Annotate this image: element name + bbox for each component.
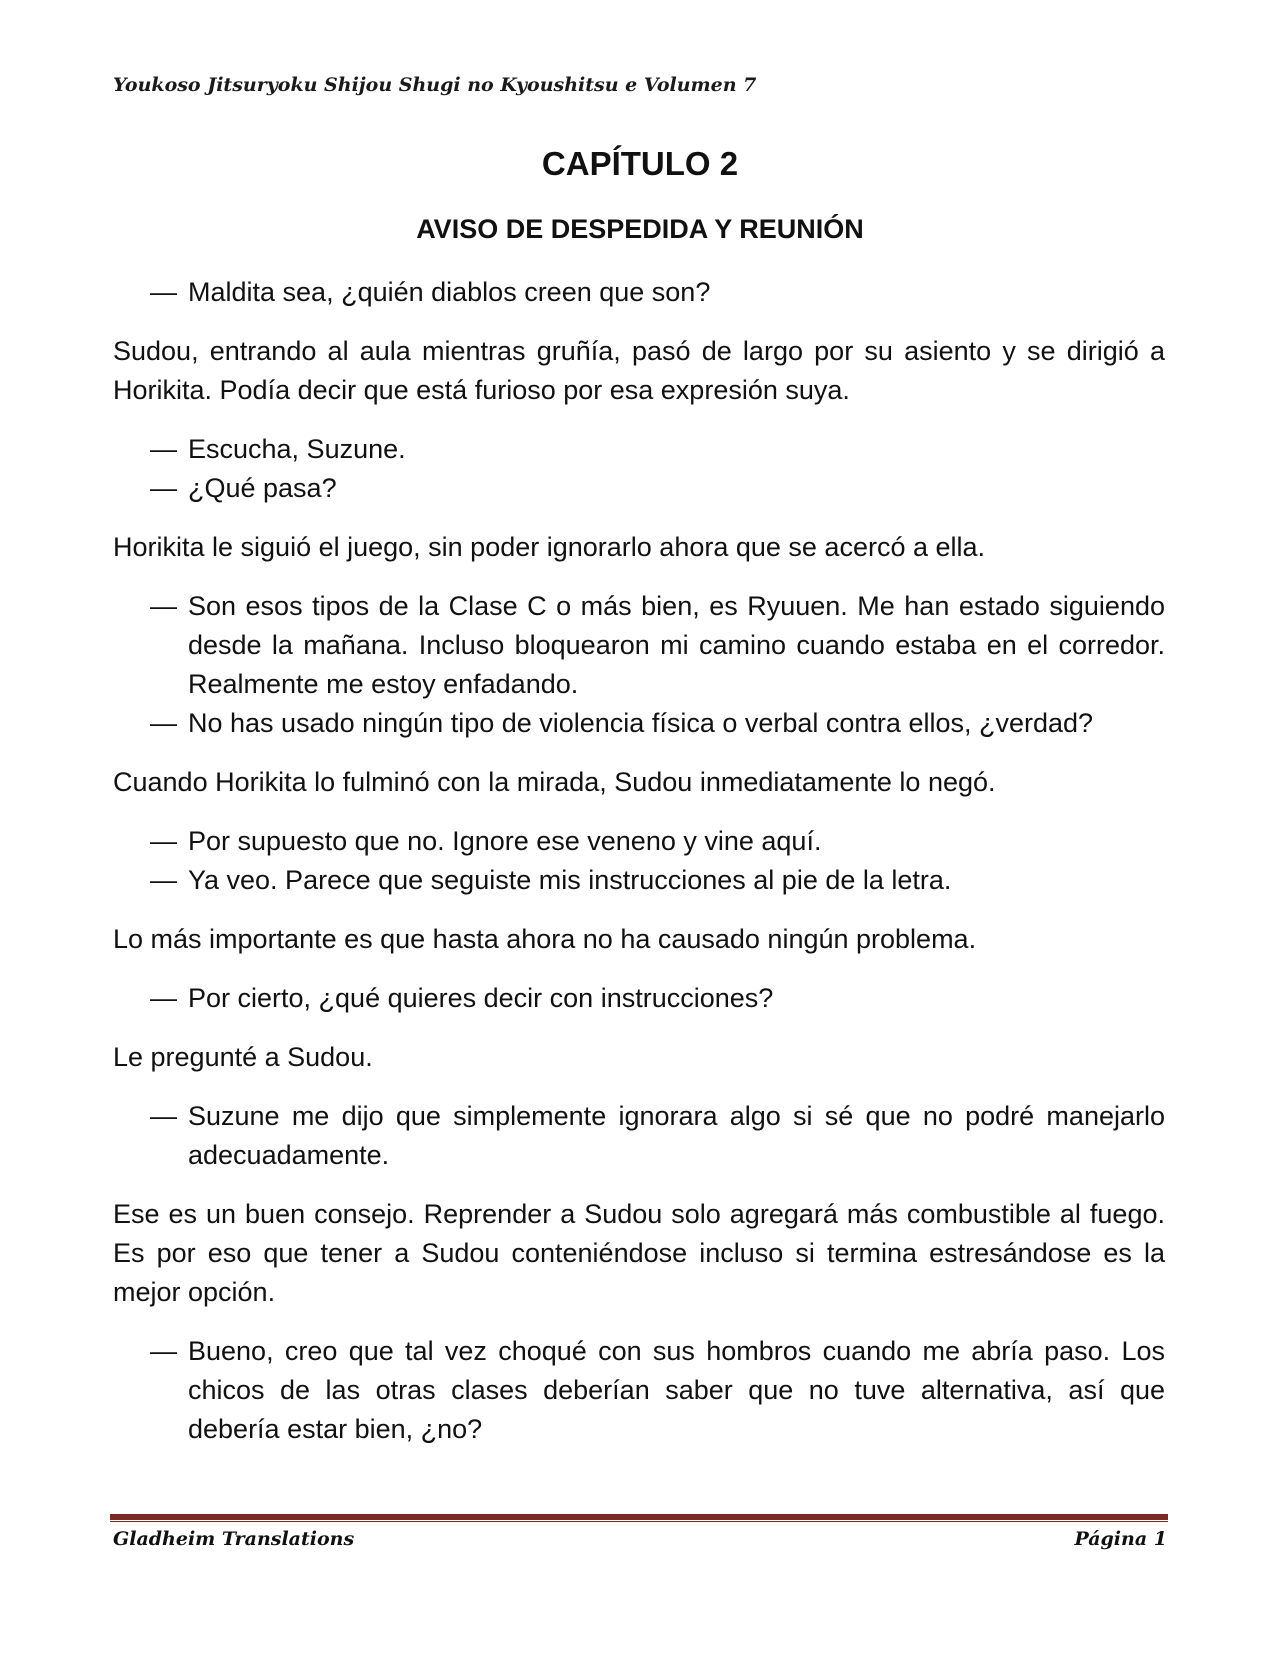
dialogue-text: Por cierto, ¿qué quieres decir con instrucciones? (188, 983, 774, 1013)
footer-divider-thin (110, 1521, 1168, 1522)
dialogue-text: Por supuesto que no. Ignore ese veneno y vine aquí. (188, 826, 822, 856)
dialogue-group (113, 1097, 1165, 1175)
dialogue-dash: — (150, 865, 177, 895)
dialogue-text: Suzune me dijo que simplemente ignorara algo si sé que no podré manejarlo adecuadamente. (188, 1101, 1165, 1170)
narration-paragraph: Ese es un buen consejo. Reprender a Sudou solo agregará más combustible al fuego. Es por eso que tener a Sudou conteniéndose incluso si termina estresándose es la mejor opción. (113, 1199, 1165, 1307)
dialogue-dash: — (150, 1336, 177, 1366)
narration-paragraph: Cuando Horikita lo fulminó con la mirada, Sudou inmediatamente lo negó. (113, 767, 996, 797)
footer-divider (110, 1514, 1168, 1520)
dialogue-group (113, 430, 1165, 508)
dialogue-line (113, 1097, 1165, 1175)
chapter-subtitle: AVISO DE DESPEDIDA Y REUNIÓN (416, 214, 864, 244)
dialogue-dash: — (150, 826, 177, 856)
narration-paragraph: Sudou, entrando al aula mientras gruñía, pasó de largo por su asiento y se dirigió a Horikita. Podía decir que está furioso por esa expresión suya. (113, 336, 1165, 405)
dialogue-dash: — (150, 1101, 177, 1131)
dialogue-line (113, 861, 1165, 900)
dialogue-dash: — (150, 434, 177, 464)
dialogue-group (113, 822, 1165, 900)
dialogue-text: Escucha, Suzune. (188, 434, 406, 464)
body-text (113, 273, 1165, 1469)
dialogue-line (113, 273, 1165, 312)
dialogue-dash: — (150, 591, 177, 621)
dialogue-text: ¿Qué pasa? (188, 473, 337, 503)
chapter-title: CAPÍTULO 2 (541, 145, 739, 182)
dialogue-text: Bueno, creo que tal vez choqué con sus hombros cuando me abría paso. Los chicos de las otras clases deberían saber que no tuve alternativa, así que debería estar bien, ¿no? (188, 1336, 1165, 1444)
dialogue-line (113, 979, 1165, 1018)
dialogue-text: Maldita sea, ¿quién diablos creen que son? (188, 277, 711, 307)
dialogue-text: Ya veo. Parece que seguiste mis instrucciones al pie de la letra. (188, 865, 952, 895)
dialogue-dash: — (150, 277, 177, 307)
narration-paragraph: Horikita le siguió el juego, sin poder ignorarlo ahora que se acercó a ella. (113, 532, 986, 562)
footer-publisher: Gladheim Translations (113, 1528, 355, 1550)
dialogue-line (113, 1332, 1165, 1449)
dialogue-dash: — (150, 983, 177, 1013)
running-header: Youkoso Jitsuryoku Shijou Shugi no Kyoushitsu e Volumen 7 (113, 74, 757, 96)
dialogue-group (113, 979, 1165, 1018)
dialogue-dash: — (150, 708, 177, 738)
dialogue-line (113, 587, 1165, 704)
dialogue-text: Son esos tipos de la Clase C o más bien, es Ryuuen. Me han estado siguiendo desde la mañana. Incluso bloquearon mi camino cuando estaba en el corredor. Realmente me estoy enfadando. (188, 591, 1165, 699)
dialogue-group (113, 273, 1165, 312)
narration-paragraph: Lo más importante es que hasta ahora no ha causado ningún problema. (113, 924, 977, 954)
page-number: Página 1 (1074, 1528, 1167, 1550)
dialogue-text: No has usado ningún tipo de violencia física o verbal contra ellos, ¿verdad? (188, 708, 1094, 738)
dialogue-line (113, 822, 1165, 861)
dialogue-group (113, 587, 1165, 743)
dialogue-dash: — (150, 473, 177, 503)
dialogue-line (113, 704, 1165, 743)
dialogue-line (113, 430, 1165, 469)
dialogue-line (113, 469, 1165, 508)
narration-paragraph: Le pregunté a Sudou. (113, 1042, 373, 1072)
dialogue-group (113, 1332, 1165, 1449)
